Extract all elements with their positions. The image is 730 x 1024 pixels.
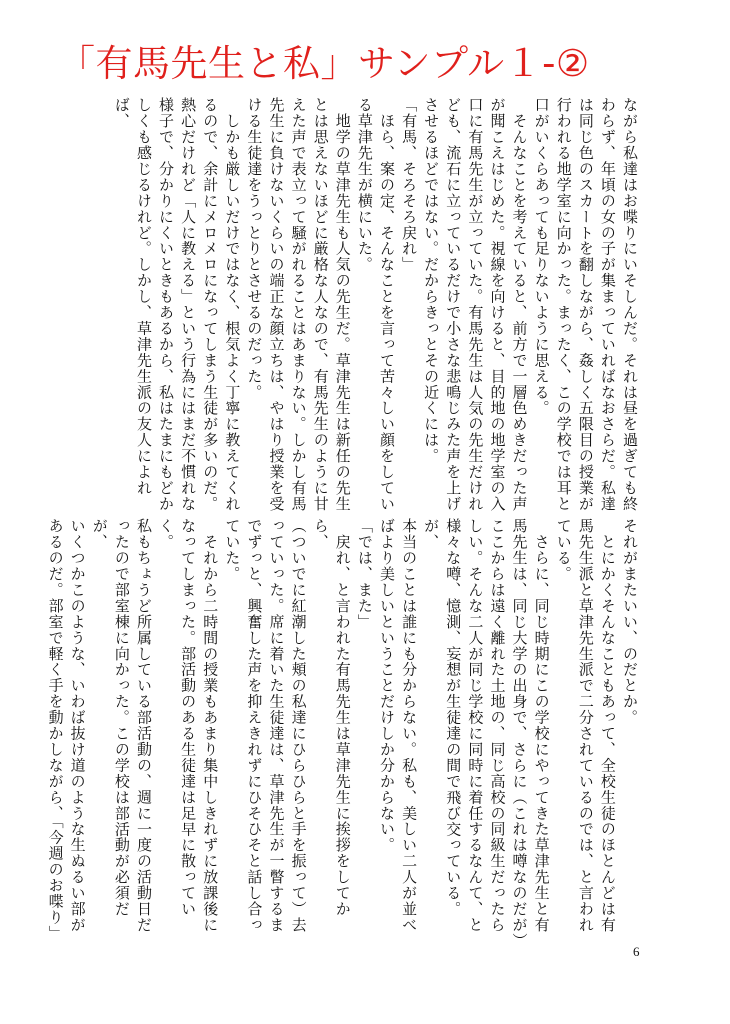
lower-text-column [46,518,641,949]
text-line: ども、流石に立っているだけで小さな悲鳴じみた声を上げ [444,97,463,512]
text-line: しい。そんな二人が同じ学校に同時に着任するなんて、と [466,518,485,933]
text-line: させるほどではない。だからきっとその近くには。 [422,97,441,464]
upper-text-column [106,97,641,514]
text-line: が聞こえはじめた。視線を向けると、目的地の地学室の入 [488,97,507,512]
text-line: そんなことを考えていると、前方で一層色めきだった声 [510,97,529,512]
text-line: なってしまった。部活動のある生徒達は足早に散っていく。 [157,518,198,917]
text-line: 戻れ、と言われた有馬先生は草津先生に挨拶をしてから、 [311,518,352,917]
text-line: ほら、案の定、そんなことを言って苦々しい顔をしてい [377,97,396,512]
text-line: 私もちょうど所属している部活動の、週に一度の活動日だ [134,518,153,933]
text-line: とは思えないほどに厳格な人なので、有馬先生のように甘 [311,97,330,512]
text-line: 「では、また」 [355,518,374,630]
text-line: 口に有馬先生が立っていた。有馬先生は人気の先生だけれ [466,97,485,512]
text-line: あるのだ。部室で軽く手を動かしながら、「今週のお喋り」 [46,518,65,942]
text-line: ている。 [554,518,573,582]
page-title: 「有馬先生と私」サンプル１-② [58,42,590,85]
text-line: それがまたいい、のだとか。 [621,518,639,726]
text-line: とにかくそんなこともあって、全校生徒のほとんどは有 [598,518,617,933]
text-line: いくつかこのような、いわば抜け道のような生ぬるい部が [68,518,87,933]
text-line: さらに、同じ時期にこの学校にやってきた草津先生と有 [532,518,551,933]
text-line: しくも感じるけれど。しかし、草津先生派の友人によれば、 [112,97,153,496]
text-line: わらず、年頃の女の子が集まっていればなおさらだ。私達 [598,97,617,512]
text-line: でずっと、興奮した声を抑えきれずにひそひそと話し合っ [245,518,264,933]
text-line: っていった。席に着いた生徒達は、草津先生が一瞥するま [267,518,286,933]
text-line: ったので部室棟に向かった。この学校は部活動が必須だが、 [90,518,131,917]
text-line: それから二時間の授業もあまり集中しきれずに放課後に [201,518,220,933]
page-number: 6 [633,944,640,959]
text-line: ていた。 [223,518,242,582]
text-line: ここからは遠く離れた土地の、同じ高校の同級生だったら [488,518,507,933]
text-line: 本当のことは誰にも分からない。私も、美しい二人が並べ [400,518,419,933]
text-line: 様々な噂、憶測、妄想が生徒達の間で飛び交っている。が、 [422,518,463,917]
text-line: 馬先生は、同じ大学の出身で、さらに（これは噂なのだが） [510,518,529,949]
text-line: る草津先生が横にいた。 [355,97,374,273]
text-line: 様子で、分かりにくいときもあるから、私はたまにもどか [157,97,176,512]
text-line: ける生徒達をうっとりとさせるのだった。 [245,97,264,401]
text-line: 口がいくらあっても足りないように思える。 [532,97,551,416]
text-line: 先生に負けないくらいの端正な顔立ちは、やはり授業を受 [267,97,286,512]
text-line: えた声で表立って騒がれることはあまりない。しかし有馬 [289,97,308,512]
text-line: は同じ色のスカートを翻しながら、姦しく五限目の授業が [576,97,595,512]
text-line: 馬先生派と草津先生派で二分されているのでは、と言われ [576,518,595,933]
text-line: るので、余計にメロメロになってしまう生徒が多いのだ。 [201,97,220,512]
text-line: （ついでに紅潮した頬の私達にひらひらと手を振って）去 [289,518,308,933]
text-line: ながら私達はお喋りにいそしんだ。それは昼を過ぎても終 [621,97,639,512]
text-line: しかも厳しいだけではなく、根気よく丁寧に教えてくれ [223,97,242,512]
text-line: 「有馬、そろそろ戻れ」 [400,97,419,273]
text-line: ばより美しいということだけしか分からない。 [377,518,396,853]
text-line: 行われる地学室に向かった。まったく、この学校では耳と [554,97,573,512]
text-line: 熱心だけれど「人に教える」という行為にはまだ不慣れな [179,97,198,512]
text-line: 地学の草津先生も人気の先生だ。草津先生は新任の先生 [333,97,352,512]
